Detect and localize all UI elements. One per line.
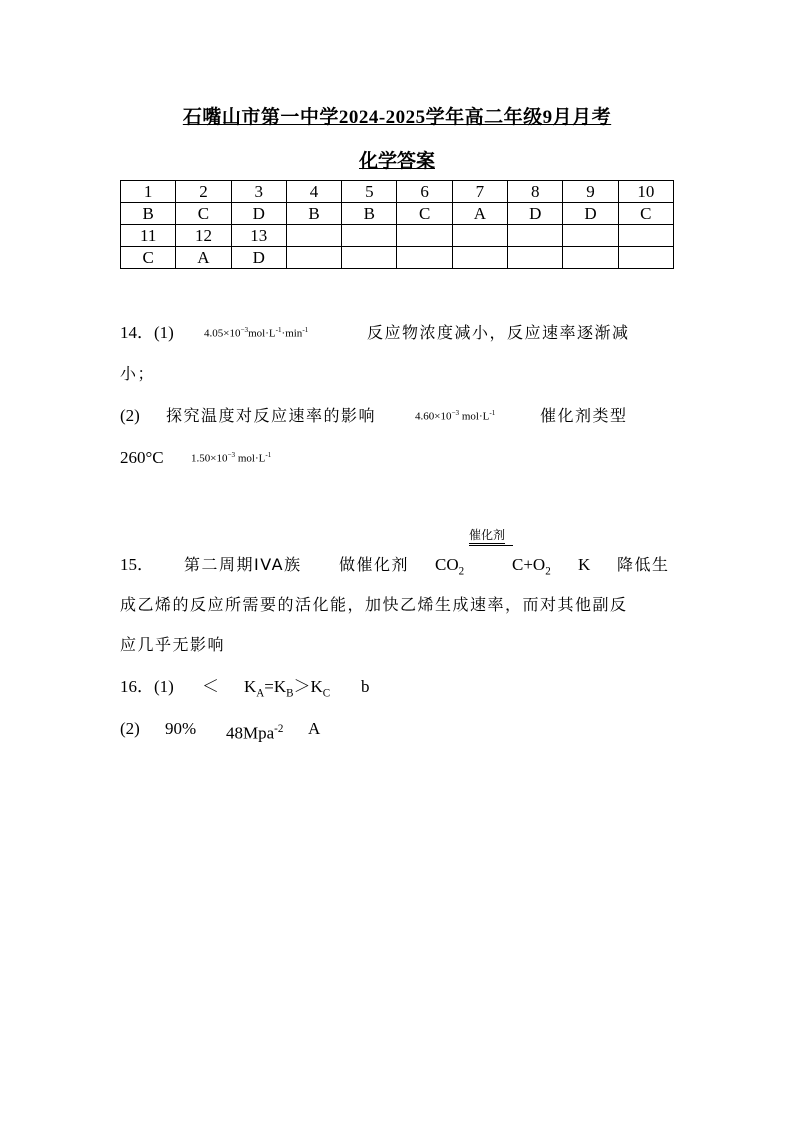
- table-row: [121, 247, 674, 269]
- q14-catalyst-type: 催化剂类型: [540, 406, 628, 425]
- q14-part2-label: (2): [120, 406, 140, 425]
- table-cell: C: [121, 247, 176, 269]
- table-cell: [286, 247, 341, 269]
- table-cell: C: [397, 203, 452, 225]
- q14-part1-label: 14．(1): [120, 323, 174, 342]
- q15-catalyst-label: 催化剂: [469, 528, 506, 542]
- q16-k-relation: $K_A=K_B>K_C$: [244, 677, 331, 700]
- table-row: [121, 225, 674, 247]
- table-cell: [508, 247, 563, 269]
- table-cell: 8: [508, 181, 563, 203]
- table-cell: [342, 225, 397, 247]
- q14-reason-line2: 小；: [120, 364, 156, 383]
- table-cell: D: [563, 203, 618, 225]
- q15-role: 做催化剂: [339, 555, 410, 574]
- q16-less-than: ＜: [202, 677, 219, 696]
- table-cell: D: [231, 203, 286, 225]
- table-row: [121, 203, 674, 225]
- q15-line2: 成乙烯的反应所需要的活化能，加快乙烯生成速率，而对其他副反: [120, 595, 628, 614]
- q15-catalyst-line: [469, 545, 513, 546]
- q15-label: 15．: [120, 555, 154, 574]
- q16-part1-label: 16．(1): [120, 677, 174, 696]
- table-cell: [452, 247, 507, 269]
- q14-part2-text: 探究温度对反应速率的影响: [166, 406, 377, 425]
- q14-rate-answer: $4.05\times 10^{-3}mol\cdot L^{-1}\cdot\min^{-1}$: [204, 326, 309, 340]
- table-cell: 1: [121, 181, 176, 203]
- table-cell: B: [121, 203, 176, 225]
- table-cell: D: [231, 247, 286, 269]
- table-cell: [342, 247, 397, 269]
- table-cell: 4: [286, 181, 341, 203]
- answer-table: [120, 180, 674, 269]
- table-cell: 11: [121, 225, 176, 247]
- table-cell: [563, 247, 618, 269]
- table-cell: [397, 247, 452, 269]
- table-cell: [508, 225, 563, 247]
- q14-part3-value: $1.50\times 10^{-3}$ $mol\cdot L^{-1}$: [191, 451, 272, 465]
- table-cell: 10: [618, 181, 673, 203]
- q15-group: 第二周期IVA族: [184, 555, 302, 574]
- table-cell: 12: [176, 225, 231, 247]
- table-cell: B: [342, 203, 397, 225]
- q16-answer-a: A: [308, 719, 321, 738]
- q15-product: $C+O_2$: [512, 555, 551, 578]
- q14-part3-temp: 260°C: [120, 448, 164, 467]
- table-cell: A: [176, 247, 231, 269]
- q16-answer-b: b: [361, 677, 370, 696]
- q15-text1: 降低生: [617, 555, 670, 574]
- table-cell: 3: [231, 181, 286, 203]
- q15-k: K: [578, 555, 591, 574]
- table-cell: B: [286, 203, 341, 225]
- q16-percent: 90%: [165, 719, 197, 738]
- table-cell: 2: [176, 181, 231, 203]
- q14-reason-line1: 反应物浓度减小，反应速率逐渐减: [367, 323, 630, 342]
- table-cell: [618, 225, 673, 247]
- table-cell: D: [508, 203, 563, 225]
- table-cell: 13: [231, 225, 286, 247]
- table-cell: [397, 225, 452, 247]
- q15-co2: $CO_2$: [435, 555, 465, 578]
- page-title: 石嘴山市第一中学2024-2025学年高二年级9月月考: [182, 107, 612, 128]
- table-cell: [286, 225, 341, 247]
- q16-kp: 48Mpa$^{-2}$: [226, 723, 284, 743]
- table-cell: [563, 225, 618, 247]
- table-cell: 9: [563, 181, 618, 203]
- q14-part2-value: $4.60\times 10^{-3}$ $mol\cdot L^{-1}$: [415, 409, 496, 423]
- table-row: [121, 181, 674, 203]
- table-cell: [452, 225, 507, 247]
- table-cell: 6: [397, 181, 452, 203]
- table-cell: C: [176, 203, 231, 225]
- q16-part2-label: (2): [120, 719, 140, 738]
- table-cell: C: [618, 203, 673, 225]
- table-cell: 7: [452, 181, 507, 203]
- q15-line3: 应几乎无影响: [120, 635, 226, 654]
- table-cell: [618, 247, 673, 269]
- table-cell: A: [452, 203, 507, 225]
- page-subtitle: 化学答案: [358, 151, 435, 172]
- table-cell: 5: [342, 181, 397, 203]
